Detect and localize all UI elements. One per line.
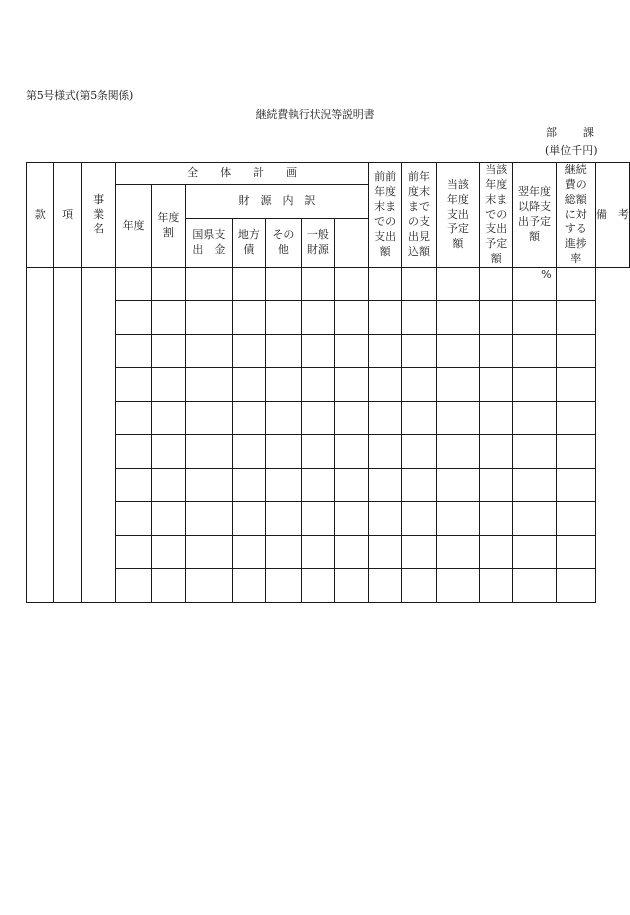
- cell[interactable]: [556, 334, 595, 368]
- header-zennen-nendo: 前年度末までの支出見込額: [402, 163, 436, 268]
- header-ippan-zaigen: 一般財源: [301, 218, 334, 267]
- cell[interactable]: [402, 468, 436, 502]
- continuing-expense-table: [26, 162, 630, 603]
- cell[interactable]: [116, 435, 151, 469]
- cell[interactable]: [151, 435, 185, 469]
- cell[interactable]: [436, 334, 479, 368]
- cell[interactable]: [436, 267, 479, 301]
- cell[interactable]: [116, 334, 151, 368]
- cell[interactable]: [301, 569, 334, 603]
- cell[interactable]: [301, 368, 334, 402]
- cell[interactable]: [232, 535, 266, 569]
- cell[interactable]: [436, 301, 479, 335]
- cell[interactable]: [266, 334, 302, 368]
- cell[interactable]: [556, 301, 595, 335]
- table-row: [27, 401, 630, 435]
- cell[interactable]: [513, 368, 556, 402]
- cell[interactable]: [186, 535, 232, 569]
- header-kou: 項: [54, 163, 81, 268]
- header-tougai-nendo: 当該年度支出予定額: [436, 163, 479, 268]
- cell[interactable]: [151, 401, 185, 435]
- cell[interactable]: [335, 334, 369, 368]
- cell[interactable]: [151, 502, 185, 536]
- cell[interactable]: [513, 301, 556, 335]
- table-row: [27, 569, 630, 603]
- cell[interactable]: [402, 502, 436, 536]
- cell[interactable]: [186, 401, 232, 435]
- cell[interactable]: [232, 502, 266, 536]
- cell[interactable]: [266, 468, 302, 502]
- cell[interactable]: [402, 267, 436, 301]
- cell[interactable]: [368, 502, 401, 536]
- cell[interactable]: [368, 401, 401, 435]
- header-sonota: その他: [266, 218, 302, 267]
- cell[interactable]: [186, 435, 232, 469]
- cell[interactable]: [368, 368, 401, 402]
- cell[interactable]: [186, 368, 232, 402]
- cell[interactable]: [479, 535, 513, 569]
- cell[interactable]: [266, 368, 302, 402]
- cell[interactable]: [116, 468, 151, 502]
- cell[interactable]: [513, 435, 556, 469]
- cell[interactable]: [368, 535, 401, 569]
- cell[interactable]: [116, 401, 151, 435]
- header-tougai-nendo-matsu: 当該年度末までの支出予定額: [479, 163, 513, 268]
- cell[interactable]: [479, 502, 513, 536]
- cell[interactable]: [556, 368, 595, 402]
- cell[interactable]: [402, 301, 436, 335]
- cell[interactable]: [335, 502, 369, 536]
- cell[interactable]: [232, 435, 266, 469]
- table-row: [27, 267, 630, 301]
- form-number: 第5号様式(第5条関係): [26, 89, 133, 102]
- cell[interactable]: [232, 301, 266, 335]
- cell[interactable]: [186, 334, 232, 368]
- cell[interactable]: [556, 401, 595, 435]
- cell[interactable]: [301, 435, 334, 469]
- cell[interactable]: [186, 502, 232, 536]
- cell[interactable]: [151, 368, 185, 402]
- cell[interactable]: [479, 267, 513, 301]
- cell[interactable]: [556, 435, 595, 469]
- cell[interactable]: [556, 535, 595, 569]
- cell[interactable]: [513, 334, 556, 368]
- cell[interactable]: [436, 569, 479, 603]
- header-zenzen-nendo: 前前年度末までの支出額: [368, 163, 401, 268]
- cell[interactable]: [368, 435, 401, 469]
- cell-kou[interactable]: [54, 267, 81, 602]
- cell[interactable]: [301, 301, 334, 335]
- cell[interactable]: [116, 569, 151, 603]
- cell[interactable]: [232, 267, 266, 301]
- cell[interactable]: [402, 368, 436, 402]
- cell[interactable]: [513, 569, 556, 603]
- cell[interactable]: [556, 569, 595, 603]
- cell[interactable]: [513, 535, 556, 569]
- cell[interactable]: [513, 468, 556, 502]
- cell[interactable]: [368, 267, 401, 301]
- cell[interactable]: [335, 301, 369, 335]
- cell[interactable]: [368, 334, 401, 368]
- table-row: [27, 368, 630, 402]
- cell[interactable]: [402, 569, 436, 603]
- cell[interactable]: [479, 435, 513, 469]
- cell[interactable]: [368, 569, 401, 603]
- cell[interactable]: [513, 502, 556, 536]
- cell[interactable]: [402, 535, 436, 569]
- cell[interactable]: [436, 368, 479, 402]
- cell[interactable]: [266, 502, 302, 536]
- table-row: [27, 435, 630, 469]
- cell[interactable]: [335, 368, 369, 402]
- percent-sign: %: [541, 267, 552, 281]
- cell[interactable]: [301, 334, 334, 368]
- header-shinchoku-ritsu: 継続費の総額に対する進捗率: [556, 163, 595, 268]
- header-chihousai: 地方債: [232, 218, 266, 267]
- cell[interactable]: [151, 535, 185, 569]
- cell[interactable]: [368, 301, 401, 335]
- cell[interactable]: [232, 368, 266, 402]
- cell[interactable]: [335, 468, 369, 502]
- cell[interactable]: [232, 569, 266, 603]
- cell[interactable]: [232, 401, 266, 435]
- department-ka: 課: [583, 126, 594, 139]
- cell-kan[interactable]: [27, 267, 54, 602]
- cell[interactable]: [232, 468, 266, 502]
- cell[interactable]: [436, 435, 479, 469]
- cell[interactable]: [436, 468, 479, 502]
- cell[interactable]: [186, 468, 232, 502]
- cell[interactable]: [186, 569, 232, 603]
- cell[interactable]: [479, 301, 513, 335]
- cell[interactable]: [402, 401, 436, 435]
- cell[interactable]: [479, 569, 513, 603]
- cell[interactable]: [151, 334, 185, 368]
- cell[interactable]: [301, 535, 334, 569]
- cell[interactable]: [335, 401, 369, 435]
- cell[interactable]: [556, 267, 595, 301]
- cell[interactable]: [186, 301, 232, 335]
- document-title: 継続費執行状況等説明書: [255, 108, 375, 121]
- cell[interactable]: [335, 535, 369, 569]
- header-nendo-wari: 年度割: [151, 185, 185, 268]
- cell[interactable]: [479, 401, 513, 435]
- cell[interactable]: [368, 468, 401, 502]
- cell[interactable]: [266, 535, 302, 569]
- table-row: [27, 502, 630, 536]
- cell[interactable]: [436, 401, 479, 435]
- table-row: [27, 334, 630, 368]
- cell[interactable]: [479, 368, 513, 402]
- cell[interactable]: [266, 301, 302, 335]
- header-zaigen-uchiwake: 財 源 内 訳: [186, 185, 369, 219]
- cell[interactable]: [116, 368, 151, 402]
- cell[interactable]: [151, 301, 185, 335]
- header-jigyo-mei: 事業名: [81, 163, 116, 268]
- department-label: [546, 124, 594, 140]
- header-biko: 備 考: [596, 163, 630, 268]
- cell[interactable]: [151, 569, 185, 603]
- cell[interactable]: [335, 267, 369, 301]
- cell[interactable]: [556, 468, 595, 502]
- cell[interactable]: [479, 468, 513, 502]
- table-row: [27, 301, 630, 335]
- cell[interactable]: [116, 301, 151, 335]
- cell[interactable]: [151, 267, 185, 301]
- unit-label: (単位千円): [545, 144, 598, 157]
- cell[interactable]: [266, 401, 302, 435]
- cell[interactable]: [556, 502, 595, 536]
- cell-percent[interactable]: [513, 267, 556, 301]
- table-row: [27, 468, 630, 502]
- department-bu: 部: [546, 126, 557, 139]
- cell[interactable]: [479, 334, 513, 368]
- cell[interactable]: [402, 334, 436, 368]
- cell[interactable]: [116, 535, 151, 569]
- cell[interactable]: [116, 267, 151, 301]
- cell[interactable]: [335, 569, 369, 603]
- header-nendo: 年度: [116, 185, 151, 268]
- cell[interactable]: [116, 502, 151, 536]
- cell[interactable]: [513, 401, 556, 435]
- table-row: [27, 535, 630, 569]
- cell[interactable]: [301, 267, 334, 301]
- cell[interactable]: [436, 502, 479, 536]
- cell[interactable]: [301, 468, 334, 502]
- cell[interactable]: [186, 267, 232, 301]
- cell[interactable]: [402, 435, 436, 469]
- header-zentai-keikaku: 全 体 計 画: [116, 163, 368, 185]
- cell[interactable]: [436, 535, 479, 569]
- cell[interactable]: [266, 569, 302, 603]
- header-kokken-shishutsukin: 国県支出 金: [186, 218, 232, 267]
- cell[interactable]: [301, 502, 334, 536]
- cell[interactable]: [151, 468, 185, 502]
- cell[interactable]: [266, 267, 302, 301]
- header-yokunen-ikou: 翌年度以降支出予定額: [513, 163, 556, 268]
- cell[interactable]: [301, 401, 334, 435]
- cell[interactable]: [266, 435, 302, 469]
- cell[interactable]: [232, 334, 266, 368]
- cell-jigyo[interactable]: [81, 267, 116, 602]
- cell[interactable]: [335, 435, 369, 469]
- header-kan: 款: [27, 163, 54, 268]
